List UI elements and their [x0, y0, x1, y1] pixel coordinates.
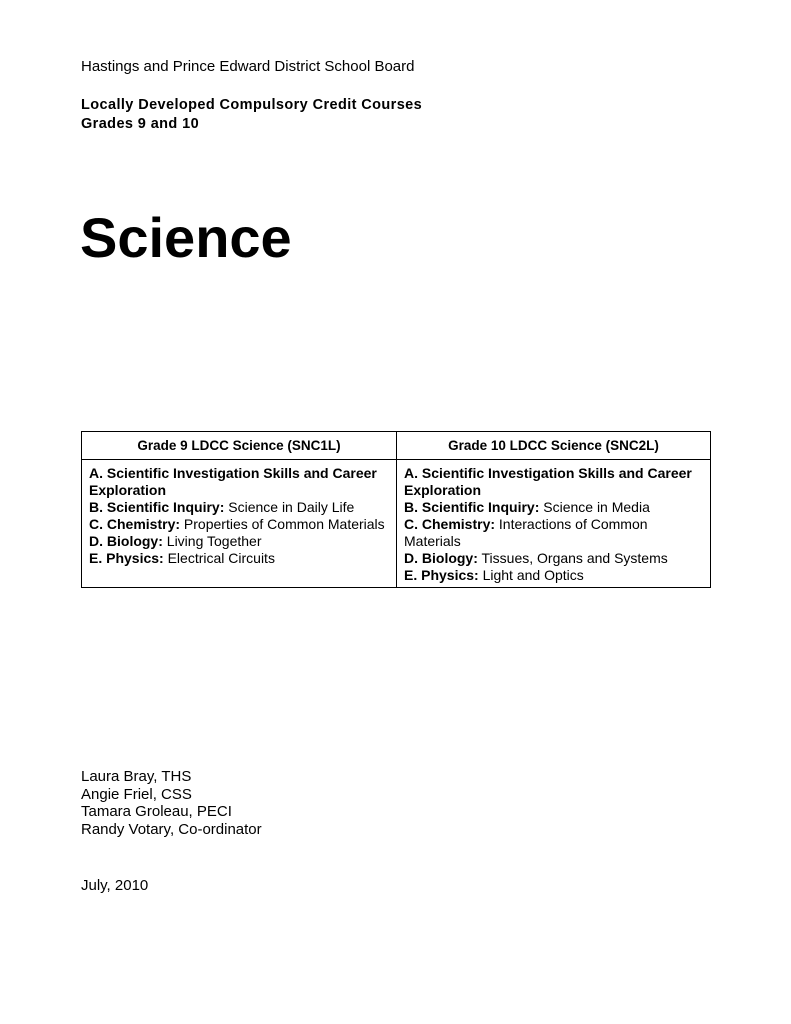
publication-date: July, 2010	[81, 877, 149, 894]
strand-b-text: Science in Daily Life	[224, 499, 355, 515]
course-table	[81, 431, 711, 588]
strand-e-label: E. Physics:	[89, 550, 164, 566]
school-board-name: Hastings and Prince Edward District School Board	[81, 58, 415, 75]
strand-d-label: D. Biology:	[404, 550, 478, 566]
strand-c-text: Properties of Common Materials	[180, 516, 385, 532]
table-header-row	[82, 432, 711, 460]
author-name: Laura Bray, THS	[81, 768, 192, 785]
author-name: Tamara Groleau, PECI	[81, 803, 232, 821]
strand-e-text: Light and Optics	[478, 567, 584, 583]
grade9-strands	[82, 460, 397, 588]
document-subtitle	[81, 96, 422, 134]
strand-b-label: B. Scientific Inquiry:	[89, 499, 225, 515]
strand-d	[89, 533, 389, 550]
strand-c-label: C. Chemistry:	[404, 516, 496, 532]
table-row	[82, 460, 711, 588]
strand-a: A. Scientific Investigation Skills and Career Exploration	[89, 465, 377, 498]
strand-e	[404, 567, 703, 584]
page-title: Science	[80, 206, 292, 269]
subtitle-line-courses: Locally Developed Compulsory Credit Courses	[81, 97, 423, 113]
strand-c	[89, 516, 389, 533]
author-list	[81, 768, 262, 839]
grade10-strands	[397, 460, 711, 588]
strand-d	[404, 550, 703, 567]
strand-b-text: Science in Media	[539, 499, 650, 515]
strand-d-label: D. Biology:	[89, 533, 163, 549]
strand-e-text: Electrical Circuits	[163, 550, 275, 566]
strand-b	[404, 499, 703, 516]
strand-b-label: B. Scientific Inquiry:	[404, 499, 540, 515]
strand-c-text: Interactions of Common Materials	[404, 516, 648, 549]
author-name: Randy Votary, Co-ordinator	[81, 821, 262, 839]
strand-a: A. Scientific Investigation Skills and Career Exploration	[404, 465, 692, 498]
strand-e	[89, 550, 389, 567]
grade10-heading: Grade 10 LDCC Science (SNC2L)	[397, 432, 711, 460]
strand-d-text: Tissues, Organs and Systems	[477, 550, 668, 566]
author-name: Angie Friel, CSS	[81, 785, 192, 803]
subtitle-line-grades: Grades 9 and 10	[81, 116, 200, 132]
strand-c	[404, 516, 703, 550]
strand-c-label: C. Chemistry:	[89, 516, 181, 532]
strand-b	[89, 499, 389, 516]
grade9-heading: Grade 9 LDCC Science (SNC1L)	[82, 432, 397, 460]
strand-e-label: E. Physics:	[404, 567, 479, 583]
strand-d-text: Living Together	[162, 533, 262, 549]
